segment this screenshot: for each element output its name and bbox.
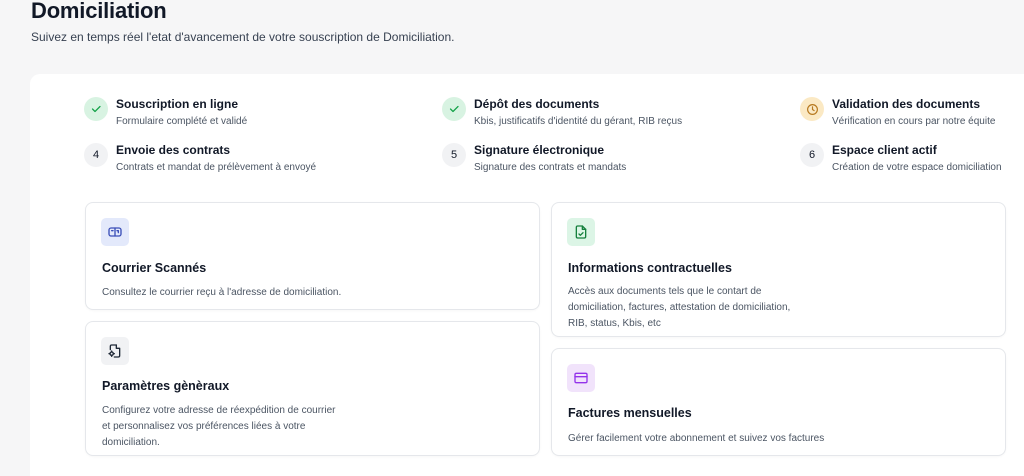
credit-card-icon [567, 364, 595, 392]
card-informations-contractuelles[interactable] [551, 202, 1006, 337]
card-desc: Consultez le courrier reçu à l'adresse de domiciliation. [102, 287, 342, 298]
step-title: Envoie des contrats [116, 143, 231, 157]
step-desc: Contrats et mandat de prélèvement à envoyé [116, 162, 317, 173]
step-title: Espace client actif [832, 143, 937, 157]
step-number-badge: 4 [84, 143, 108, 167]
clock-icon [800, 97, 824, 121]
card-title: Paramètres gènèraux [102, 379, 230, 393]
card-desc: Gérer facilement votre abonnement et suivez vos factures [568, 433, 825, 444]
page-subtitle: Suivez en temps réel l'etat d'avancement de votre souscription de Domiciliation. [31, 30, 455, 44]
card-title: Factures mensuelles [568, 406, 692, 420]
step-desc: Création de votre espace domiciliation [832, 162, 1002, 173]
check-icon [84, 97, 108, 121]
step-number-badge: 5 [442, 143, 466, 167]
step-validation [800, 97, 995, 128]
main-panel [30, 74, 1024, 476]
card-title: Courrier Scannés [102, 261, 207, 275]
step-envoie-contrats [84, 143, 316, 174]
step-title: Dépôt des documents [474, 97, 600, 111]
step-title: Validation des documents [832, 97, 981, 111]
step-title: Signature électronique [474, 143, 605, 157]
step-number-badge: 6 [800, 143, 824, 167]
step-souscription [84, 97, 247, 128]
mailbox-icon [101, 218, 129, 246]
step-title: Souscription en ligne [116, 97, 239, 111]
page-title: Domiciliation [31, 0, 167, 23]
card-courrier-scannes[interactable] [85, 202, 540, 310]
step-desc: Kbis, justificatifs d'identité du gérant, RIB reçus [474, 116, 683, 127]
file-settings-icon [101, 337, 129, 365]
card-desc: Configurez votre adresse de réexpédition de courrier et personnalisez vos préférences liées à votre domiciliation. [102, 405, 336, 448]
check-icon [442, 97, 466, 121]
card-title: Informations contractuelles [568, 261, 732, 275]
step-signature [442, 143, 626, 174]
card-parametres-generaux[interactable] [85, 321, 540, 456]
card-desc: Accès aux documents tels que le contart de domiciliation, factures, attestation de domiciliation, RIB, status, Kbis, etc [568, 286, 791, 329]
step-desc: Signature des contrats et mandats [474, 162, 627, 173]
step-depot [442, 97, 682, 128]
file-check-icon [567, 218, 595, 246]
card-factures-mensuelles[interactable] [551, 348, 1006, 456]
step-desc: Vérification en cours par notre équite [832, 116, 996, 127]
step-espace-client [800, 143, 1002, 174]
step-desc: Formulaire complété et validé [116, 116, 248, 127]
